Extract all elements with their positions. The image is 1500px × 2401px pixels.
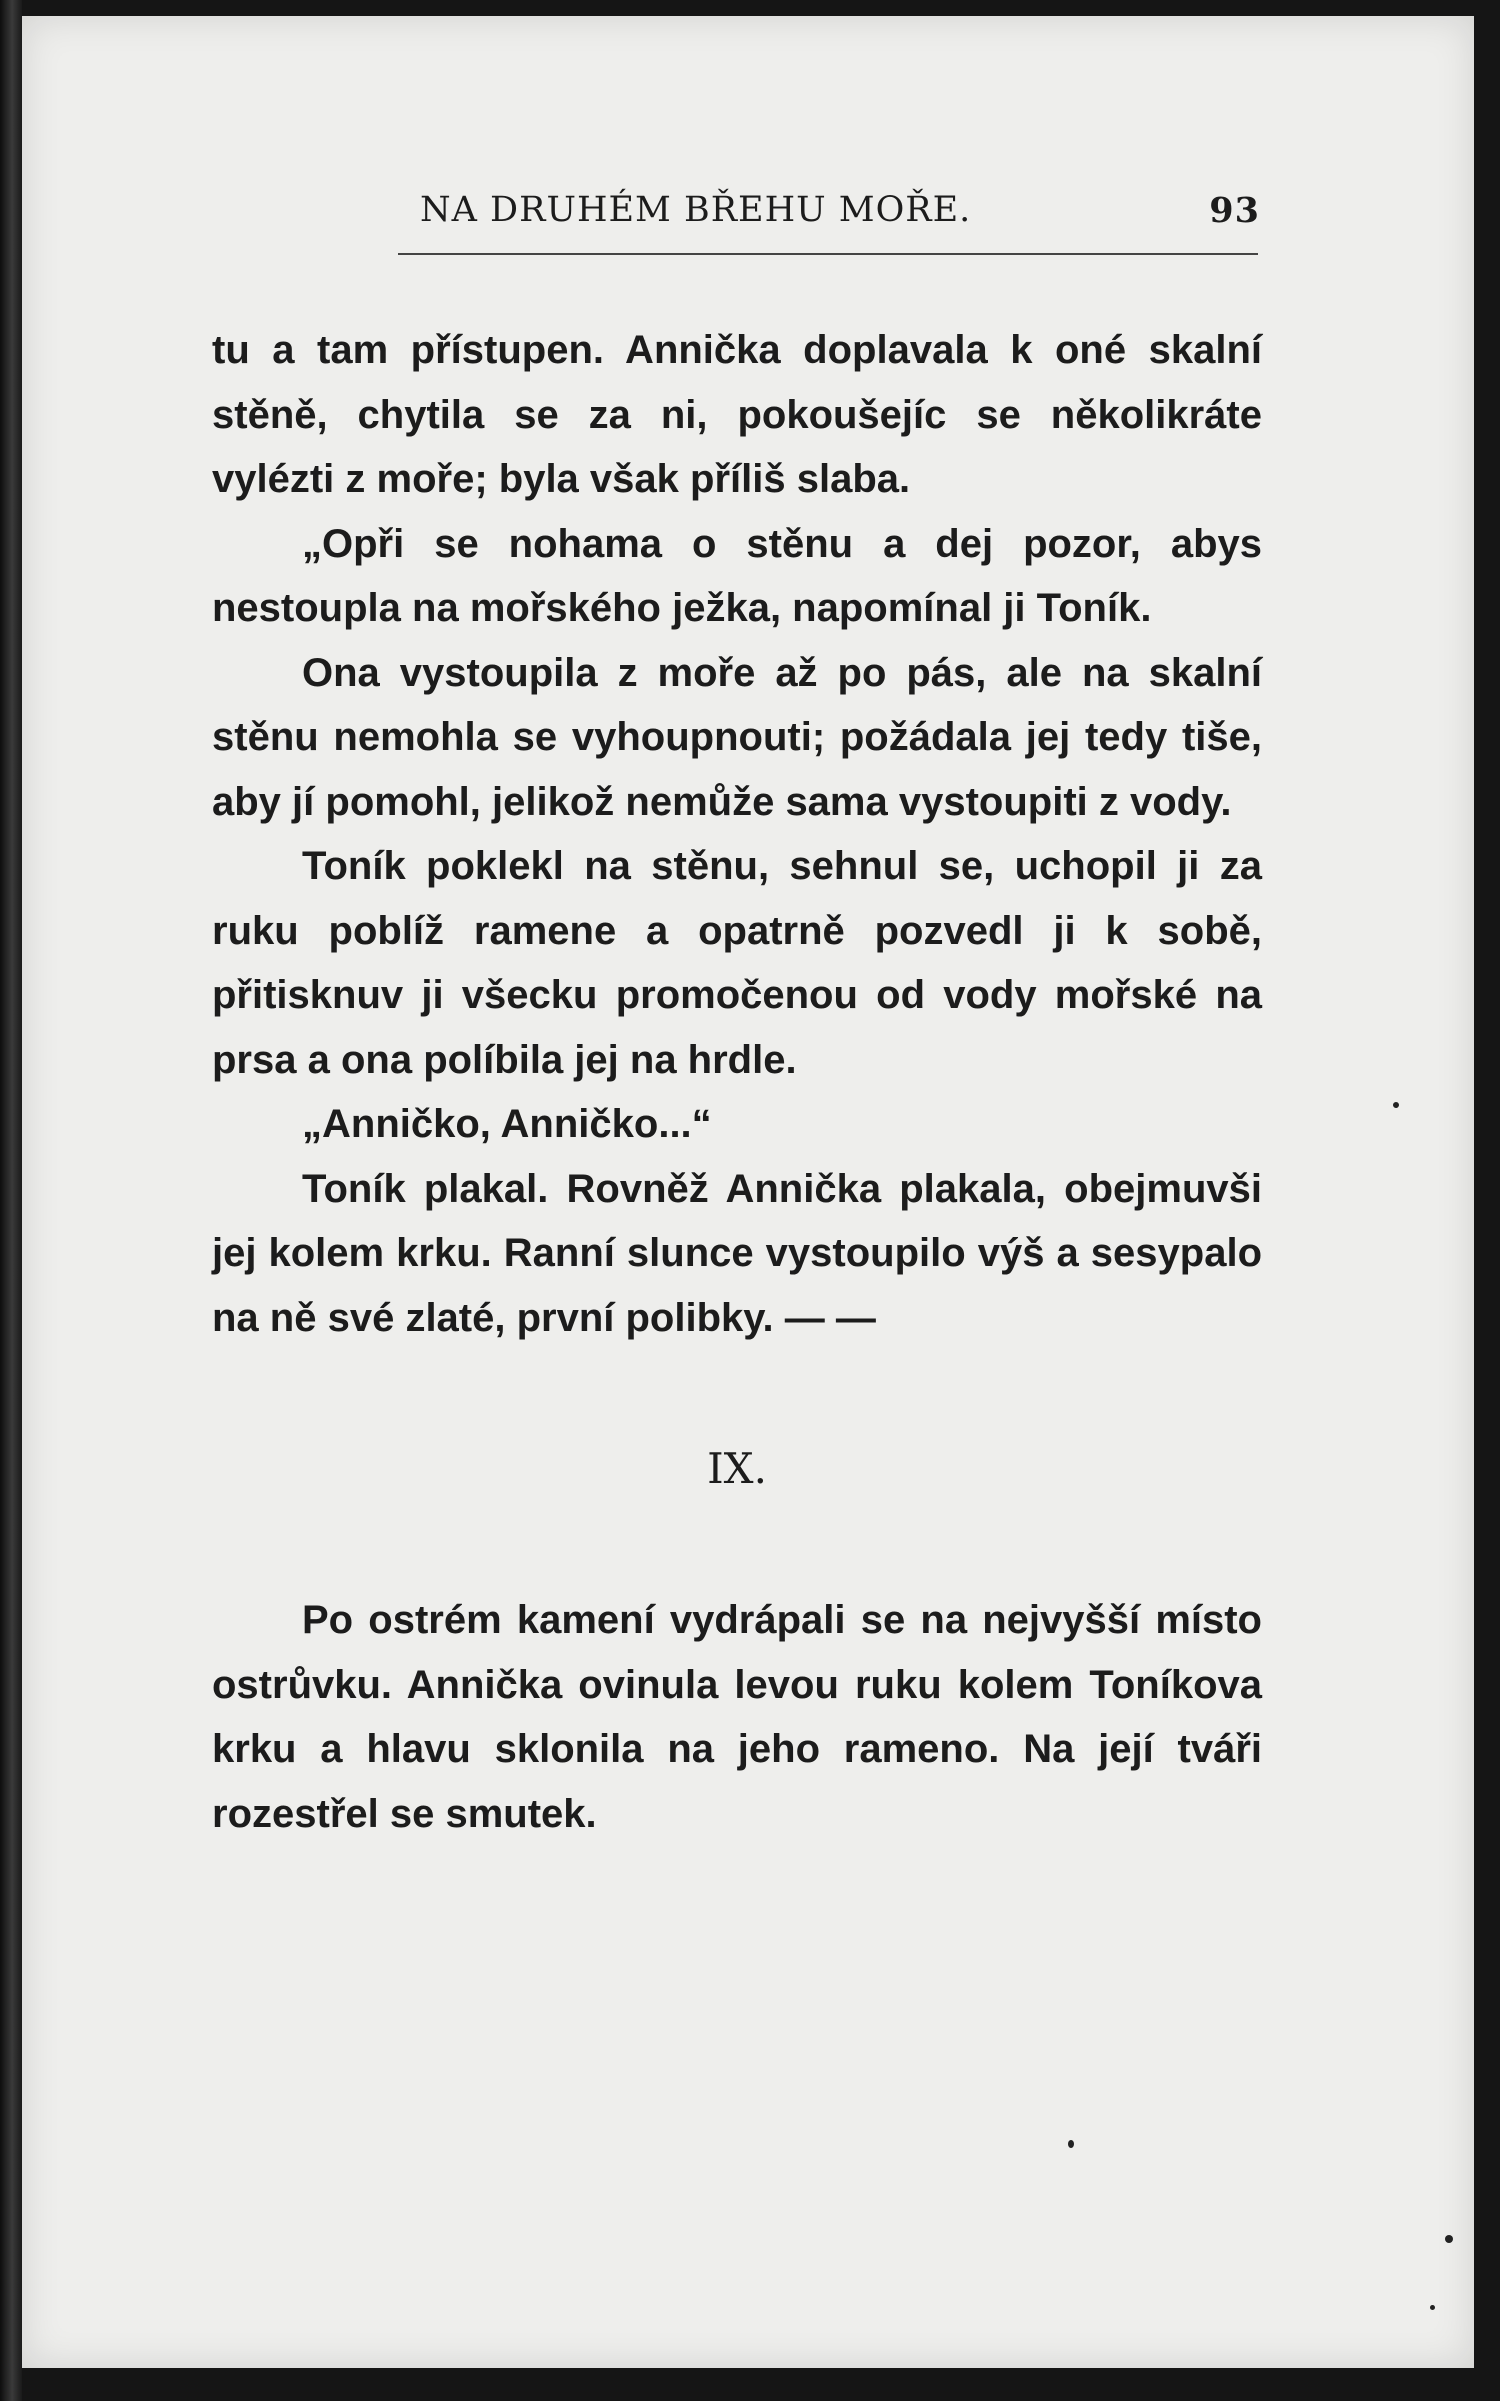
- scan-speck: [1430, 2305, 1435, 2310]
- page-number: 93: [1209, 190, 1260, 231]
- paragraph: Toník plakal. Rovněž Annička plakala, obejmuvši jej kolem krku. Ranní slunce vystoupilo výš a sesypalo na ně své zlaté, první polibky. — —: [212, 1166, 1262, 1340]
- chapter-heading: IX.: [707, 1444, 767, 1493]
- paragraph: tu a tam přístupen. Annička doplavala k oné skalní stěně, chytila se za ni, pokoušejíc se několikráte vylézti z moře; byla však příliš slaba.: [212, 328, 1262, 501]
- running-title: NA DRUHÉM BŘEHU MOŘE.: [420, 190, 972, 230]
- scan-speck: [1393, 1102, 1399, 1108]
- body-text: [212, 318, 1262, 1846]
- scan-speck: [1445, 2235, 1453, 2243]
- header-rule: [398, 253, 1258, 255]
- paragraph: Ona vystoupila z moře až po pás, ale na skalní stěnu nemohla se vyhoupnouti; požádala jej tedy tiše, aby jí pomohl, jelikož nemůže sama vystoupiti z vody.: [212, 650, 1262, 824]
- paragraph: „Opři se nohama o stěnu a dej pozor, abys nestoupla na mořského ježka, napomínal ji Toník.: [212, 521, 1262, 630]
- paragraph: Toník poklekl na stěnu, sehnul se, uchopil ji za ruku poblíž ramene a opatrně pozvedl ji k sobě, přitisknuv ji všecku promočenou od vody mořské na prsa a ona políbila jej na hrdle.: [212, 844, 1262, 1082]
- paragraph: Po ostrém kamení vydrápali se na nejvyšší místo ostrůvku. Annička ovinula levou ruku kolem Toníkova krku a hlavu sklonila na jeho rameno. Na její tváři rozestřel se smutek.: [212, 1598, 1262, 1836]
- book-spine-edge: [0, 0, 22, 2401]
- scan-speck: [1068, 2140, 1074, 2148]
- paragraph: „Anničko, Anničko...“: [302, 1102, 712, 1146]
